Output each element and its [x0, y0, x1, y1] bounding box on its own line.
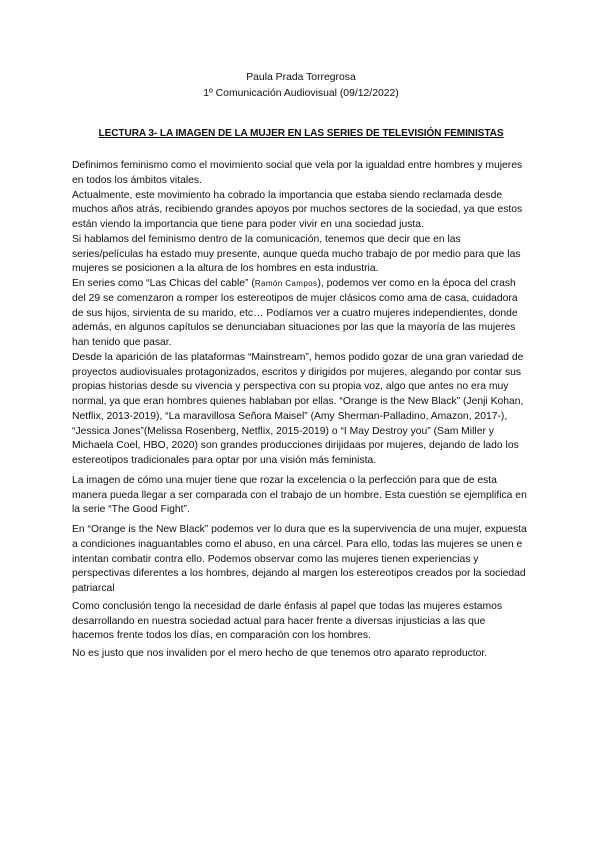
paragraph: [72, 277, 530, 351]
document-title: LECTURA 3- LA IMAGEN DE LA MUJER EN LAS SERIES DE TELEVISIÓN FEMINISTAS: [98, 128, 504, 139]
paragraph-text: ), podemos ver como en la época del crash del 29 se comenzaron a romper los estereotipos de mujer clásicos como ama de casa, cuidadora de sus hijos, sirvienta de su marido, etc… Podíamos ver a cuatro mujeres independientes, donde además, en algunos capítulos se denunciaban situaciones por las que la mayoría de las mujeres han tenido que pasar.: [72, 278, 518, 348]
paragraph: Definimos feminismo como el movimiento social que vela por la igualdad entre hombres y mujeres en todos los ámbitos vitales.: [72, 160, 523, 186]
paragraph: Actualmente, este movimiento ha cobrado la importancia que estaba siendo reclamada desde muchos años atrás, recibiendo grandes apoyos por muchos sectores de la sociedad, ya que estos están viendo la importancia que tiene para poder vivir en una sociedad justa.: [72, 189, 523, 230]
paragraph-text: En series como “Las Chicas del cable” (: [72, 278, 255, 289]
document-header: [72, 70, 530, 102]
author-name: Paula Prada Torregrosa: [246, 72, 356, 83]
paragraph: Como conclusión tengo la necesidad de darle énfasis al papel que todas las mujeres estamos desarrollando en nuestra sociedad actual para hacer frente a diversas injusticias a las que hacemos frente todos los días, en comparación con los hombres.: [72, 600, 503, 642]
paragraph: En “Orange is the New Black” podemos ver lo dura que es la supervivencia de una mujer, expuesta a condiciones inaguantables como el abuso, en una cárcel. Para ello, todas las mujeres se unen e intentan combatir contra ello. Podemos observar como las mujeres tienen experiencias y perspectivas diferentes a los hombres, dejando al margen los estereotipos creados por la sociedad patriarcal: [72, 524, 527, 594]
director-name-small: Ramón Campos: [254, 279, 318, 288]
paragraph: La imagen de cómo una mujer tiene que rozar la excelencia o la perfección para que de esta manera pueda llegar a ser comparada con el trabajo de un hombre. Esta cuestión se ejemplifica en la serie “The Good Fight”.: [72, 474, 527, 516]
course-info: 1º Comunicación Audiovisual (09/12/2022): [203, 88, 399, 99]
paragraph: Si hablamos del feminismo dentro de la comunicación, tenemos que decir que en las series/películas ha estado muy presente, aunque queda mucho trabajo de por medio para que las mujeres se posicionen a la altura de los hombres en esta industria.: [72, 233, 521, 275]
paragraph: No es justo que nos invaliden por el mero hecho de que tenemos otro aparato reproductor.: [72, 648, 488, 659]
paragraph: Desde la aparición de las plataformas “Mainstream”, hemos podido gozar de una gran variedad de proyectos audiovisuales protagonizados, escritos y dirigidos por mujeres, alegando por contar sus propias historias desde su vivencia y perspectiva con su propia voz, algo que antes no era muy normal, ya que eran hombres quienes hablaban por ellas. “Orange is the New Black” (Jenji Kohan, Netflix, 2013-2019), “La maravillosa Señora Maisel” (Amy Sherman-Palladino, Amazon, 2017-), “Jessica Jones”(Melissa Rosenberg, Netflix, 2015-2019) o “I May Destroy you” (Sam Miller y Michaela Coel, HBO, 2020) son grandes producciones dirijidaas por mujeres, dejando de lado los estereotipos tradicionales para optar por una visión más feminista.: [72, 351, 524, 466]
document-body: [72, 159, 530, 662]
